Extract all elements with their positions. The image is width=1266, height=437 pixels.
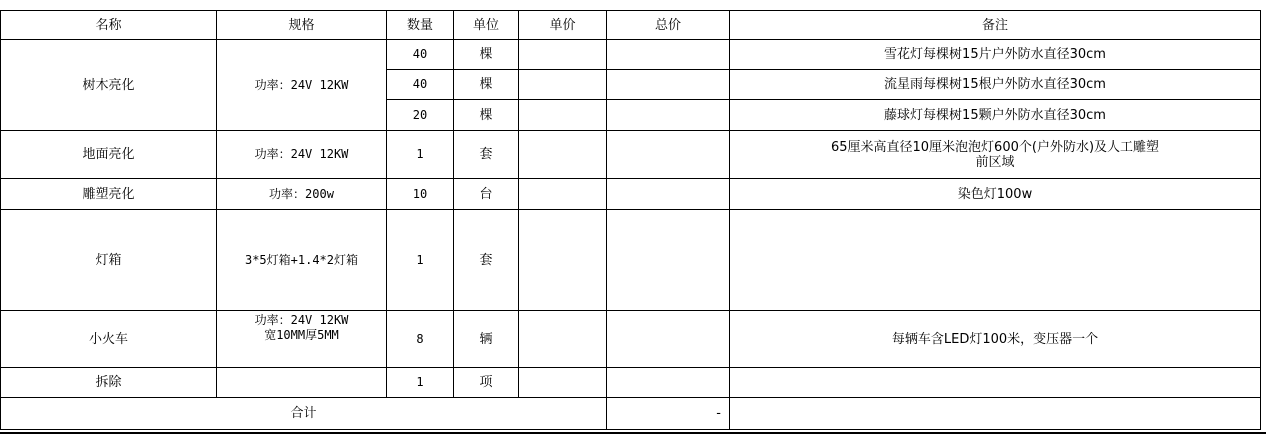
table-row xyxy=(1,210,1261,311)
total-value[interactable]: - xyxy=(607,398,730,430)
cell-spec[interactable] xyxy=(217,368,387,398)
header-total-price[interactable]: 总价 xyxy=(607,11,730,40)
table-row xyxy=(1,368,1261,398)
cell-remark[interactable] xyxy=(730,210,1261,311)
cell-total-price[interactable] xyxy=(607,131,730,179)
cell-remark[interactable]: 每辆车含LED灯100米，变压器一个 xyxy=(730,311,1261,368)
cell-remark[interactable]: 藤球灯每棵树15颗户外防水直径30cm xyxy=(730,100,1261,131)
cell-qty[interactable]: 40 xyxy=(387,70,454,100)
cell-name[interactable]: 小火车 xyxy=(1,311,217,368)
cell-unit[interactable]: 棵 xyxy=(454,70,519,100)
cell-spec[interactable]: 3*5灯箱+1.4*2灯箱 xyxy=(217,210,387,311)
cell-unit[interactable]: 棵 xyxy=(454,40,519,70)
cell-total-price[interactable] xyxy=(607,210,730,311)
cell-qty[interactable]: 8 xyxy=(387,311,454,368)
cell-qty[interactable]: 40 xyxy=(387,40,454,70)
cell-total-price[interactable] xyxy=(607,368,730,398)
total-row xyxy=(1,398,1261,430)
cell-qty[interactable]: 1 xyxy=(387,368,454,398)
header-row xyxy=(1,11,1261,40)
cell-unit[interactable]: 棵 xyxy=(454,100,519,131)
top-gap xyxy=(0,0,1266,10)
total-remark[interactable] xyxy=(730,398,1261,430)
cell-spec[interactable]: 功率：24V 12KW xyxy=(217,40,387,131)
cell-spec[interactable] xyxy=(217,311,387,368)
remark-line: 前区域 xyxy=(975,154,1015,170)
cell-qty[interactable]: 1 xyxy=(387,210,454,311)
header-name[interactable]: 名称 xyxy=(1,11,217,40)
cell-unit-price[interactable] xyxy=(519,40,607,70)
cell-unit-price[interactable] xyxy=(519,131,607,179)
spec-line: 功率：24V 12KW xyxy=(254,313,349,327)
cell-spec[interactable]: 功率：24V 12KW xyxy=(217,131,387,179)
quotation-table xyxy=(0,10,1261,430)
cell-name[interactable]: 雕塑亮化 xyxy=(1,179,217,210)
cell-unit[interactable]: 套 xyxy=(454,131,519,179)
cell-unit-price[interactable] xyxy=(519,368,607,398)
cell-unit[interactable]: 项 xyxy=(454,368,519,398)
cell-total-price[interactable] xyxy=(607,70,730,100)
cell-unit-price[interactable] xyxy=(519,70,607,100)
header-unit-price[interactable]: 单价 xyxy=(519,11,607,40)
table-row xyxy=(1,311,1261,368)
cell-unit[interactable]: 辆 xyxy=(454,311,519,368)
cell-name[interactable]: 灯箱 xyxy=(1,210,217,311)
cell-unit-price[interactable] xyxy=(519,179,607,210)
cell-name[interactable]: 树木亮化 xyxy=(1,40,217,131)
cell-remark[interactable]: 染色灯100w xyxy=(730,179,1261,210)
header-unit[interactable]: 单位 xyxy=(454,11,519,40)
header-qty[interactable]: 数量 xyxy=(387,11,454,40)
cell-total-price[interactable] xyxy=(607,179,730,210)
table-row xyxy=(1,131,1261,179)
table-row xyxy=(1,179,1261,210)
cell-total-price[interactable] xyxy=(607,40,730,70)
cell-unit-price[interactable] xyxy=(519,100,607,131)
table-row xyxy=(1,40,1261,70)
cell-remark[interactable]: 流星雨每棵树15根户外防水直径30cm xyxy=(730,70,1261,100)
cell-remark[interactable] xyxy=(730,131,1261,179)
cell-remark[interactable] xyxy=(730,368,1261,398)
header-spec[interactable]: 规格 xyxy=(217,11,387,40)
cell-total-price[interactable] xyxy=(607,311,730,368)
cell-qty[interactable]: 1 xyxy=(387,131,454,179)
cell-unit[interactable]: 套 xyxy=(454,210,519,311)
cell-unit[interactable]: 台 xyxy=(454,179,519,210)
cell-qty[interactable]: 20 xyxy=(387,100,454,131)
cell-unit-price[interactable] xyxy=(519,311,607,368)
cell-qty[interactable]: 10 xyxy=(387,179,454,210)
header-remark[interactable]: 备注 xyxy=(730,11,1261,40)
cell-name[interactable]: 地面亮化 xyxy=(1,131,217,179)
cell-total-price[interactable] xyxy=(607,100,730,131)
remark-line: 65厘米高直径10厘米泡泡灯600个(户外防水)及人工雕塑 xyxy=(830,139,1160,155)
cell-name[interactable]: 拆除 xyxy=(1,368,217,398)
cell-remark[interactable]: 雪花灯每棵树15片户外防水直径30cm xyxy=(730,40,1261,70)
spec-line: 宽10MM厚5MM xyxy=(264,328,339,342)
total-label[interactable]: 合计 xyxy=(1,398,607,430)
cell-unit-price[interactable] xyxy=(519,210,607,311)
bottom-border xyxy=(0,432,1266,434)
cell-spec[interactable]: 功率：200w xyxy=(217,179,387,210)
